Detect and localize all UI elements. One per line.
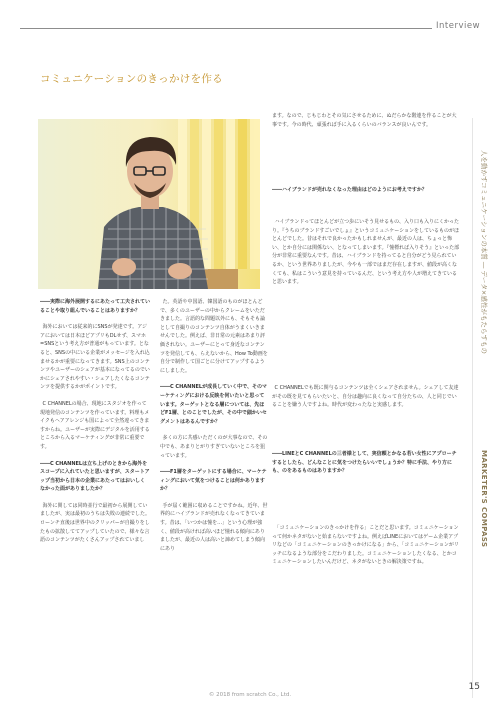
question: ――C CHANNELは立ち上げのときから海外をスコープに入れていたと思いますが、スタートアップ当初から日本の企業にあたってはおいしくなかった面がありましたか？ (40, 460, 150, 493)
portrait-image (38, 119, 260, 289)
series-title: 人を動かすコミュニケーションの本質 ― データ×感性がもたらすもの (480, 150, 488, 354)
question: ――C CHANNELが成長していく中で、そのマーケティングにおける反映を何いたいと思っています。ターゲットとなる層については、先ほどF1層、とのことでしたが、その中で細かいセグメントはあるんですか？ (160, 384, 268, 425)
paragraph: ます。なので、じもじわとその気にさせるために、ぬだらかな階連を作ることが大事です。今の時代、頑張れば手に入るくらいのバランスが良いんです。 (272, 113, 457, 128)
paragraph: 「コミュニケーションのきっかけを作る」ことだと思います。コミュニケーションって何かネタがないと始まらないですよね。例えばLINEにおいてはゲーム企業アプリなどの「コミュニケーションのきっかけになる」から、「コミュニケーションがリッチになるような部分をこだわりました。コミュニケーションしたくなる、とかコミュニケーションしたいんだけど、ネタがないときの解決策ですね。 (272, 525, 459, 566)
section-label: Interview (436, 21, 481, 31)
question: ――F1層をターゲットにする場合に、マーケティングにおいて気をつけることは何かありますか？ (160, 469, 267, 493)
paragraph: 多くの方に共感いただくのが大事なので、その中でも、あまりとがりすぎていないところを狙っています。 (160, 435, 268, 459)
brand-label: MARKETER'S COMPASS (480, 450, 488, 548)
interview-photo (38, 119, 260, 289)
paragraph: C CHANNELの場合、現地にスタジオを作って現地発信のコンテンツを作っています。料理もメイクもヘアアレンジも国によって全然違ってきますからね。ユーザーが実際にデジタルを活用するところから入るマーケティングが非常に重要です。 (40, 400, 150, 450)
paragraph: 海外においては従来的にSNSが発達です。アジアにおいては日本ほどアプリもDLせず、スマホ=SNSという考え方が普通がもっています。となると、SNSの中にいる企業がメッセージを入れ込ませるかが重要になってきます。SNS上のコンテンツやユーザーのシェアが基本になってるのでいかにシェアされやすい・シェアしたくなるコンテンツを提供するかがポイントです。 (40, 324, 150, 391)
paragraph: C CHANNELでも既に関与るコンテンツは全くシェアされません。シェアして友達がその既を見てもらいたいと、自分は趣向に良くなって自分たちの、人と同じでいることを嫌う人ですよね。時代が変わったなと実感します。 (272, 385, 459, 409)
question: ――LINEとC CHANNELの三者様として、実信頼とかなる若い女性にアプローチするとしたら、どんなことに気をつけたらいいでしょうか？特に手法、やり方にも、のをあるものはありますか？ (272, 451, 457, 475)
vertical-running-title (472, 150, 486, 690)
page-number: 15 (468, 682, 480, 692)
paragraph: た。英語や中国語、韓国語のものがほとんどで、多くのユーザーの中からクレームをいただきました。言語的な問題以外にも、そもそも論として自撮りのコンテンツ自体がうまくいきませんでした。例えば、非日常の元素はあまり評価されない。ユーザーにとって身近なコンテンツを発信しても、らえないから、How To動画を自分で制作して国ごとに分けてアップするようにしました。 (160, 299, 268, 374)
paragraph: ハイブランドってほとんどが立つ歩にいそう見せるもの、入り口も入りにくかったり。『うちのブランドすごいでしょ』というコミュニケーションをしているものがほとんどでした。昔はそれで良かったかもしれませんが、最近の人は、ちょっと怖い、とか自分には関係ない、となってしまいます。『憧標れば入りそう』といった部分が非常に重要なんです。昔は、ハイブランドを持ってると自分がどう見られているか、という世界ありましたが、今やも一部ではまだ存在しますが、値段が高くなくても、私はこういう意見を持っているんだ、という考え方や人が増えてきていると思います。 (272, 219, 460, 286)
paragraph: 海外に関しては同時並行で最初から展開していましたが、実は最初のうちは失敗の連続でした。ローンチ直後は世界中のクリッパーが自撮りをしたもの拡散しててアップしていたので、様々な言語のコンテンツがたくさんアップされていまし (40, 502, 151, 544)
question: ――実際に海外展開するにあたって工夫されていることや取り組んでいることはありますか？ (40, 299, 151, 314)
article-heading: コミュニケーションのきっかけを作る (40, 73, 223, 85)
section-header (0, 20, 500, 34)
article-column-2 (160, 298, 268, 561)
paragraph: 手が届く範囲に収めることですかね。近年、世界的にハイブランドが売れなくなってきています。昔は、「いつかは憧を…」という心理が強く、値段が高ければ高いほど憧れる傾向にありましたが、最近の人は高いと諦めてしまう傾向にあり (160, 502, 268, 552)
copyright-notice: © 2018 from scratch Co., Ltd. (208, 692, 292, 698)
question: ――ハイブランドが売れなくなった理由はどのようにお考えですか？ (272, 187, 427, 193)
article-column-1 (40, 298, 150, 553)
header-rule (20, 28, 432, 29)
